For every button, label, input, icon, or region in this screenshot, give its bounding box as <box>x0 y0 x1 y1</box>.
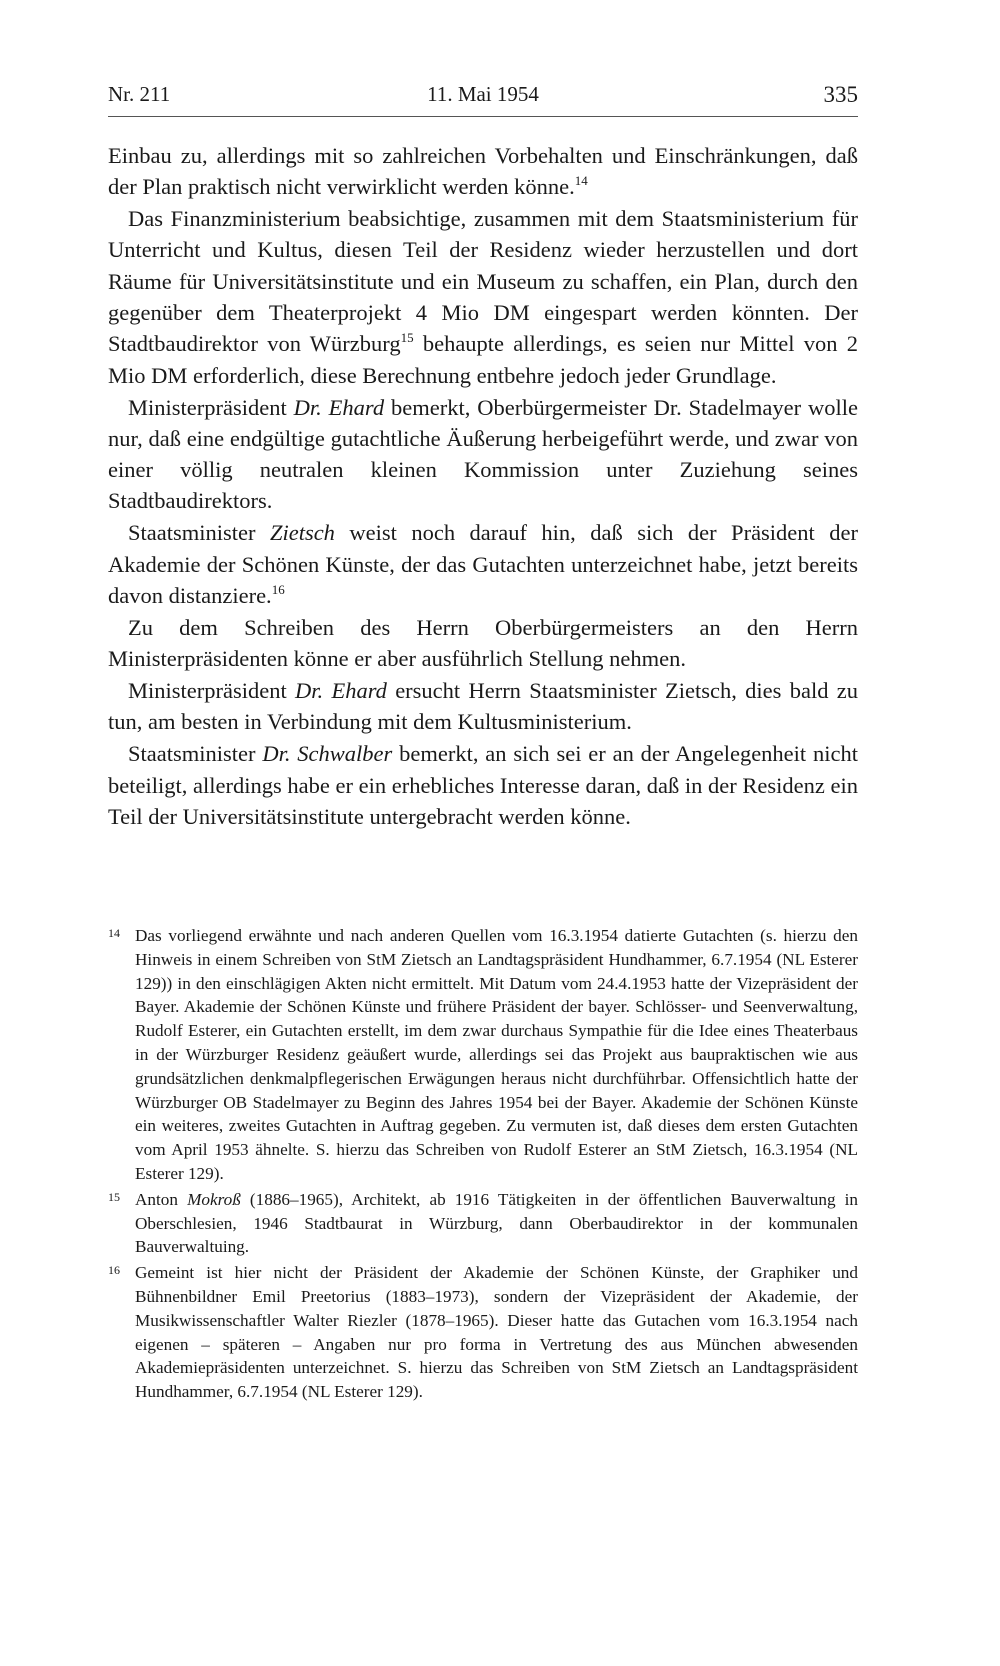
footnote-text: (1886–1965), Architekt, ab 1916 Tätigkeiten in der öffentlichen Bauverwaltung in Oberschlesien, 1946 Stadtbaurat in Würzburg, dann Oberbaudirektor in der kommunalen Bauverwaltuing. <box>135 1189 859 1257</box>
footnote-number: 16 <box>108 1263 120 1278</box>
speaker-name: Dr. Ehard <box>295 678 387 704</box>
paragraph: Das Finanzministerium beabsichtige, zusammen mit dem Staatsministerium für Unterricht und Kultus, diesen Teil der Residenz wieder herzustellen und dort Räume für Universitätsinstitute und ein Museum zu schaffen, ein Plan, durch den gegenüber dem Theaterprojekt 4 Mio DM eingespart werden könnten. Der Stadtbaudirektor von Würzburg$^{15}$ behaupte allerdings, es seien nur Mittel von 2 Mio DM erforderlich, diese Berechnung entbehre jedoch jeder Grundlage. <box>108 206 859 388</box>
speaker-name: Zietsch <box>269 520 335 546</box>
footnote-ref[interactable]: 16 <box>271 581 285 597</box>
footnote-15: 15 Anton Mokroß (1886–1965), Architekt, ab 1916 Tätigkeiten in der öffentlichen Bauverwaltung in Oberschlesien, 1946 Stadtbaurat in Würzburg, dann Oberbaudirektor in der kommunalen Bauverwaltuing. <box>108 1188 858 1259</box>
page-number: 335 <box>823 82 858 107</box>
paragraph: Staatsminister Dr. Schwalber bemerkt, an sich sei er an der Angelegenheit nicht beteiligt, allerdings habe er ein erhebliches Interesse daran, daß in der Residenz ein Teil der Universitätsinstitute untergebracht werden könne. <box>108 741 858 829</box>
footnotes <box>108 924 858 1406</box>
paragraph: Ministerpräsident Dr. Ehard bemerkt, Oberbürgermeister Dr. Stadelmayer wolle nur, daß eine endgültige gutachtliche Äußerung herbeigeführt werde, und zwar von einer völlig neutralen kleinen Kommission unter Zuziehung seines Stadtbaudirektors. <box>108 394 858 514</box>
footnote-16 <box>108 1261 858 1404</box>
header-rule <box>108 116 858 117</box>
paragraph: Zu dem Schreiben des Herrn Oberbürgermeisters an den Herrn Ministerpräsidenten könne er aber ausführlich Stellung nehmen. <box>108 614 858 672</box>
header-date: 11. Mai 1954 <box>427 82 539 106</box>
speaker-name: Dr. Schwalber <box>262 741 393 767</box>
running-header <box>108 82 858 116</box>
main-text <box>108 140 858 832</box>
person-name: Mokroß <box>187 1189 241 1209</box>
footnote-number: 14 <box>108 926 120 940</box>
footnote-14 <box>108 924 858 1186</box>
paragraph: Einbau zu, allerdings mit so zahlreichen Vorbehalten und Einschränkungen, daß der Plan praktisch nicht verwirklicht werden könne.$^{14}$ <box>108 143 858 200</box>
paragraph: Ministerpräsident Dr. Ehard ersucht Herrn Staatsminister Zietsch, dies bald zu tun, am besten in Verbindung mit dem Kultusministerium. <box>108 678 858 735</box>
document-number: Nr. 211 <box>108 82 171 106</box>
footnote-text: Gemeint ist hier nicht der Präsident der Akademie der Schönen Künste, der Graphiker und Bühnenbildner Emil Preetorius (1883–1973), sondern der Vizepräsident der Akademie, der Musikwissenschaftler Walter Riezler (1878–1965). Dieser hatte das Gutachen vom 16.3.1954 nach eigenen – späteren – Angaben nur pro forma in Vertretung des aus München abwesenden Akademiepräsidenten unterzeichnet. S. hierzu das Schreiben von StM Zietsch an Landtagspräsident Hundhammer, 6.7.1954 (NL Esterer 129). <box>135 1263 858 1402</box>
paragraph: Staatsminister Zietsch weist noch darauf hin, daß sich der Präsident der Akademie der Schönen Künste, der das Gutachten unterzeichnet habe, jetzt bereits davon distanziere.$^{16}$ <box>108 520 858 608</box>
footnote-number: 15 <box>108 1189 120 1204</box>
footnote-text: Das vorliegend erwähnte und nach anderen Quellen vom 16.3.1954 datierte Gutachten (s. hierzu den Hinweis in einem Schreiben von StM Zietsch an Landtagspräsident Hundhammer, 6.7.1954 (NL Esterer 129)) in den einschlägigen Akten nicht ermittelt. Mit Datum vom 24.4.1953 hatte der Vizepräsident der Bayer. Akademie der Schönen Künste und frühere Präsident der bayer. Schlösser- und Seenverwaltung, Rudolf Esterer, ein Gutachten erstellt, im dem zwar durchaus Sympathie für die Idee eines Theaterbaus in der Würzburger Residenz geäußert wurde, allerdings sei das Projekt aus baupraktischen wie aus grundsätzlichen denkmalpflegerischen Erwägungen heraus nicht durchführbar. Offensichtlich hatte der Würzburger OB Stadelmayer zu Beginn des Jahres 1954 bei der Bayer. Akademie der Schönen Künste ein weiteres, zweites Gutachten in Auftrag gegeben. Zu vermuten ist, daß dieses dem ersten Gutachten vom April 1953 ähnelte. S. hierzu das Schreiben von Rudolf Esterer an StM Zietsch, 16.3.1954 (NL Esterer 129). <box>135 926 858 1183</box>
footnote-ref[interactable]: 14 <box>574 173 588 189</box>
footnote-ref[interactable]: 15 <box>400 330 414 346</box>
speaker-name: Dr. Ehard <box>293 394 385 420</box>
